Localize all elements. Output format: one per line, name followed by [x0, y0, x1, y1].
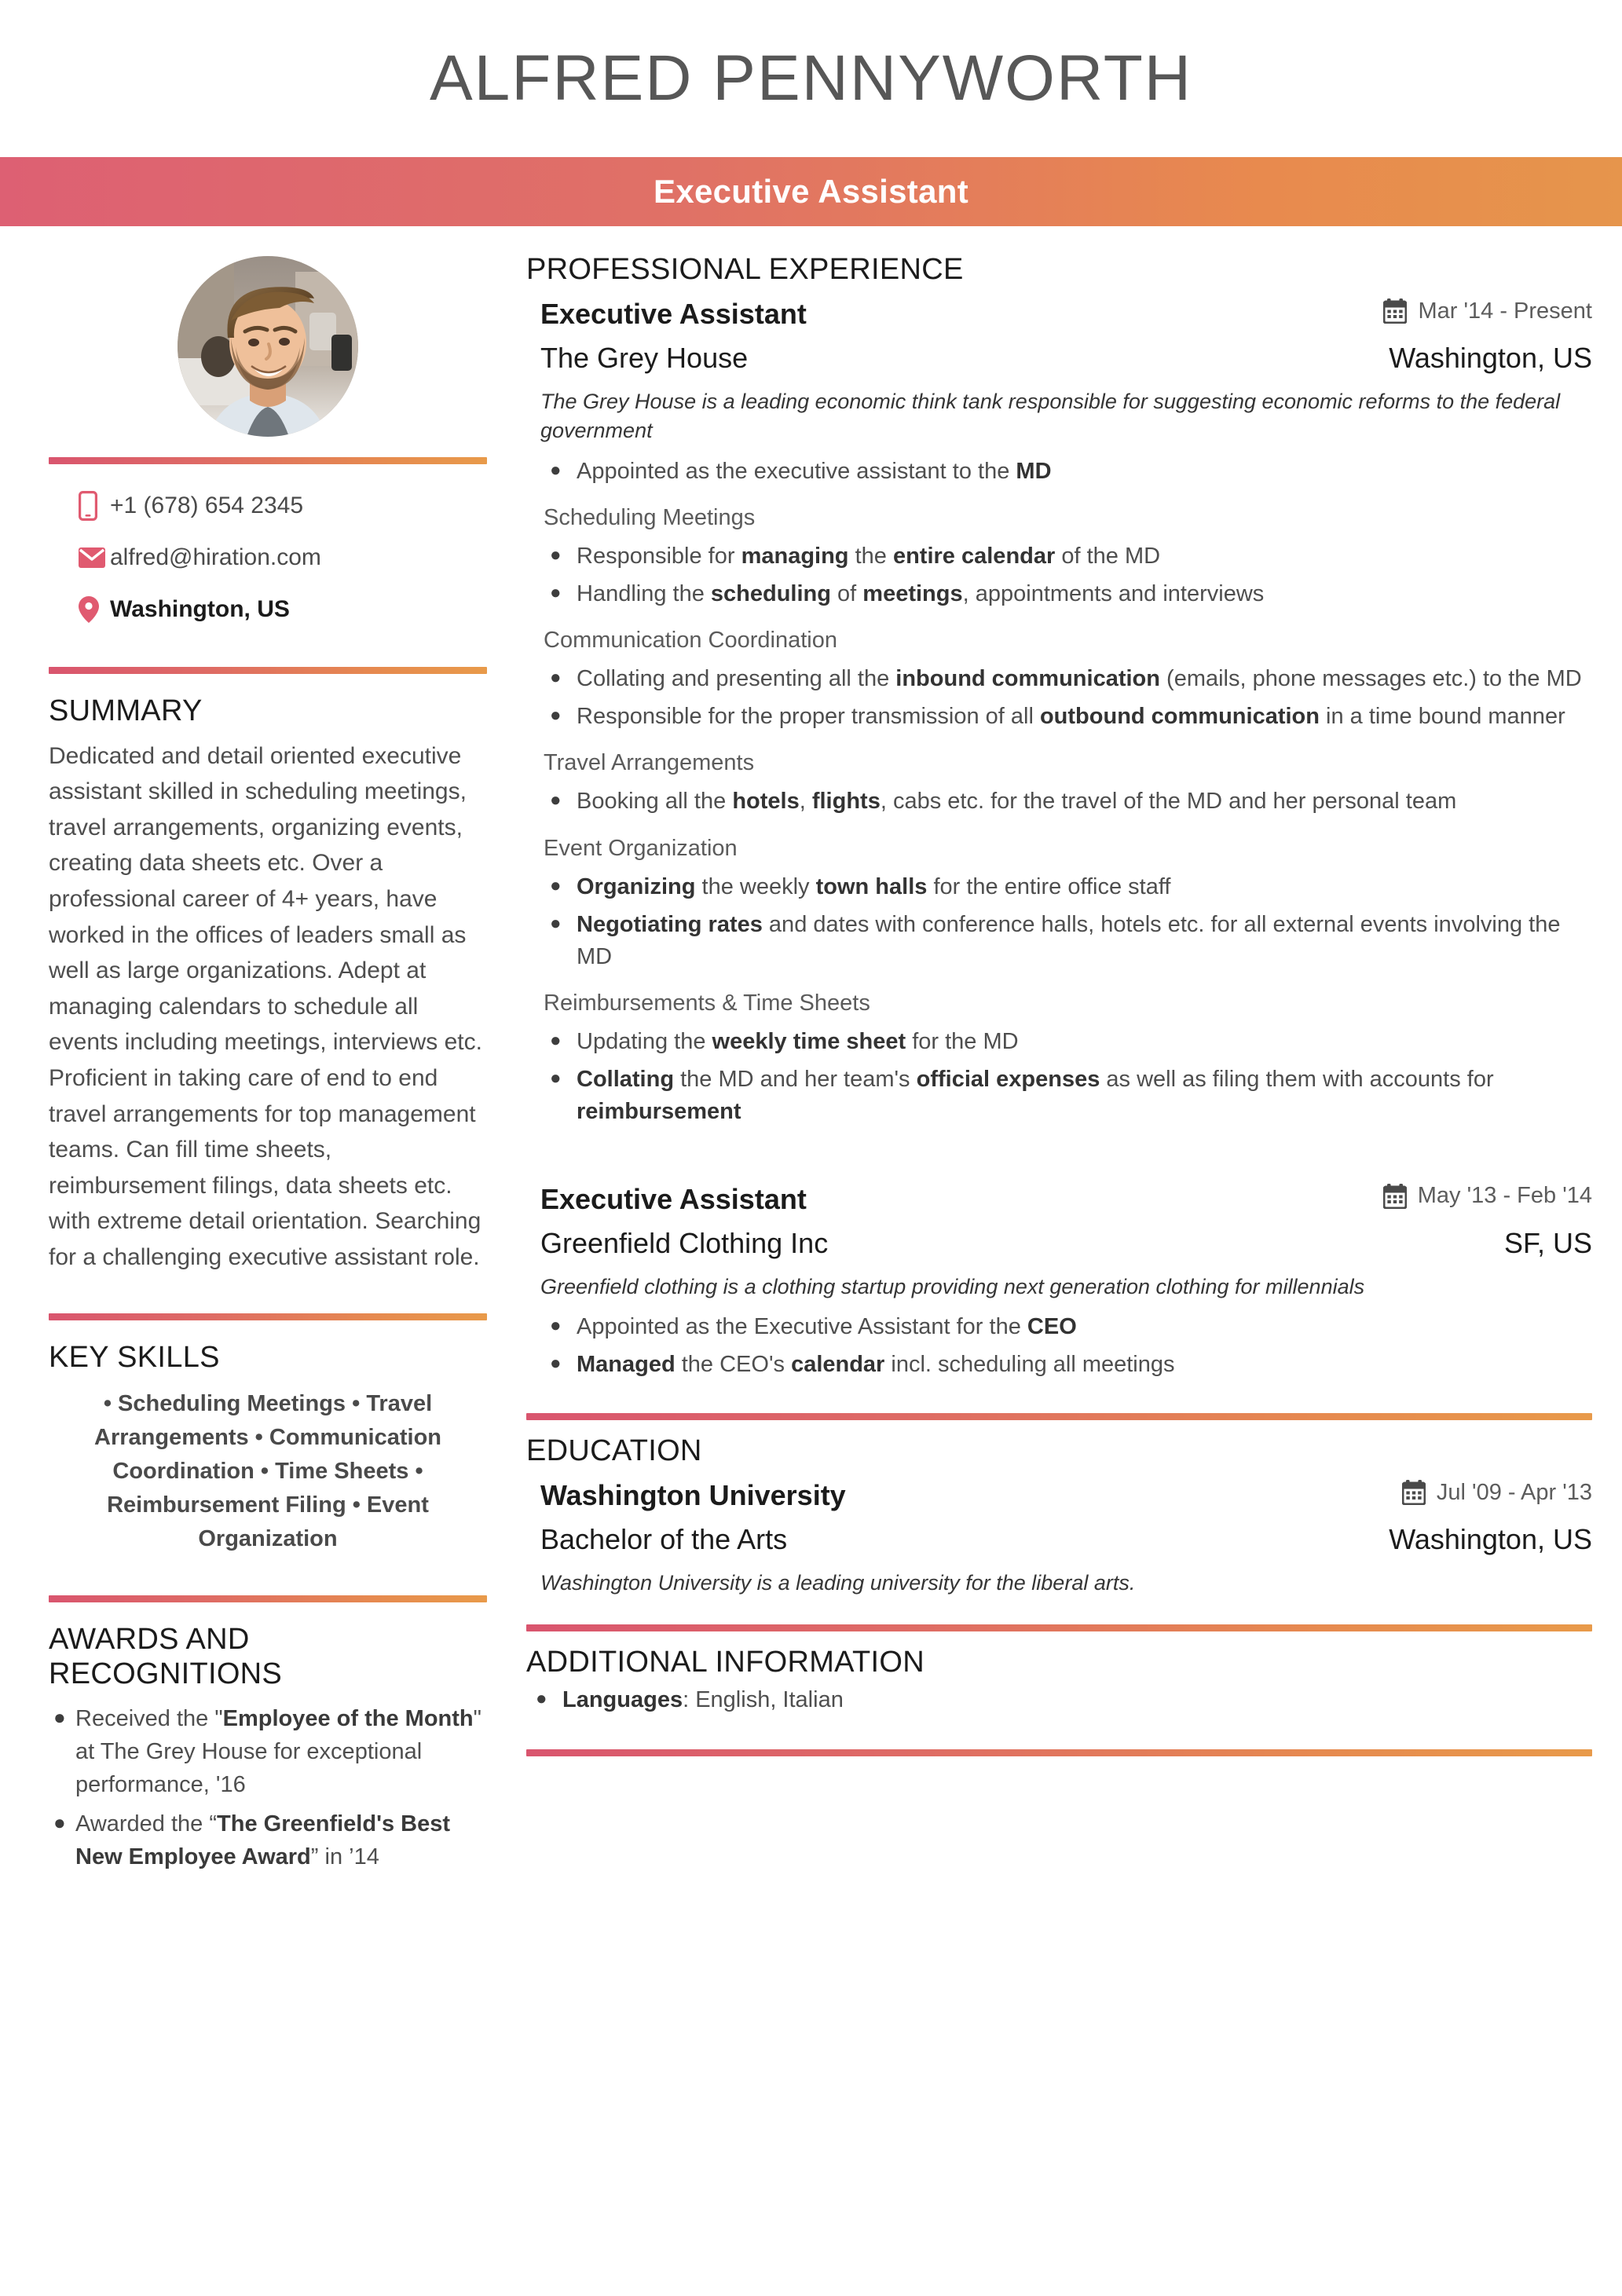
- main-divider-3: [526, 1749, 1592, 1756]
- job-location: Washington, US: [1389, 342, 1592, 374]
- list-item: ● Negotiating rates and dates with conference halls, hotels etc. for all external events involving the MD: [540, 909, 1592, 973]
- experience-entry: [526, 298, 1592, 1129]
- education-date: [1402, 1480, 1592, 1506]
- education-entry: [526, 1479, 1592, 1598]
- job-description: The Grey House is a leading economic think tank responsible for suggesting economic reforms to the federal government: [540, 390, 1561, 443]
- job-title: Executive Assistant: [540, 298, 807, 330]
- job-date: [1383, 1183, 1592, 1209]
- resume-body: [0, 226, 1622, 1880]
- awards-list: [49, 1702, 487, 1873]
- awards-section: [49, 1602, 487, 1874]
- contact-phone[interactable]: [79, 491, 487, 521]
- job-title-row: [540, 298, 1592, 331]
- main-column: [511, 253, 1622, 1756]
- job-date-text: May '13 - Feb '14: [1417, 1183, 1592, 1209]
- list-item: ● Collating and presenting all the inbound communication (emails, phone messages etc.) to the MD: [540, 663, 1592, 695]
- key-skills-section: [49, 1320, 487, 1556]
- job-organization: The Grey House: [540, 342, 749, 374]
- experience-section: [526, 253, 1592, 1381]
- avatar-wrap: [49, 253, 487, 437]
- candidate-name: ALFRED PENNYWORTH: [429, 42, 1193, 114]
- job-description: Greenfield clothing is a clothing startup providing next generation clothing for millennials: [540, 1274, 1365, 1298]
- header-title-bar: [0, 157, 1622, 226]
- sidebar-divider-1: [49, 457, 487, 464]
- contact-block: [49, 491, 487, 624]
- key-skills-text: • Scheduling Meetings • Travel Arrangements • Communication Coordination • Time Sheets • Reimbursement Filing • Event Organization: [94, 1391, 441, 1551]
- award-text: Awarded the “The Greenfield's Best New Employee Award” in ’14: [75, 1811, 451, 1870]
- list-item: ● Languages: English, Italian: [526, 1684, 1592, 1716]
- list-item: ● Organizing the weekly town halls for the entire office staff: [540, 871, 1592, 903]
- bullet-dot-icon: ●: [550, 544, 562, 566]
- degree-name: Bachelor of the Arts: [540, 1523, 788, 1556]
- bullet-dot-icon: ●: [536, 1688, 547, 1710]
- job-organization: Greenfield Clothing Inc: [540, 1226, 829, 1259]
- bullet-dot-icon: ●: [550, 459, 562, 481]
- experience-entry: [526, 1183, 1592, 1382]
- contact-location[interactable]: [79, 595, 487, 624]
- candidate-job-title: Executive Assistant: [654, 173, 968, 210]
- contact-phone-text: +1 (678) 654 2345: [110, 493, 304, 518]
- job-group-bullets: [540, 785, 1592, 818]
- job-date-text: Mar '14 - Present: [1418, 298, 1592, 324]
- contact-email-text: alfred@hiration.com: [110, 544, 321, 570]
- list-item: ● Responsible for the proper transmission of all outbound communication in a time bound manner: [540, 701, 1592, 733]
- bullet-dot-icon: ●: [550, 667, 562, 689]
- location-pin-icon: [79, 596, 110, 623]
- bullet-dot-icon: ●: [550, 1030, 562, 1052]
- summary-heading: SUMMARY: [49, 694, 203, 727]
- job-lead-bullets: [540, 456, 1592, 488]
- award-text: Received the "Employee of the Month" at The Grey House for exceptional performance, '16: [75, 1706, 481, 1798]
- calendar-icon: [1402, 1480, 1426, 1505]
- awards-heading: [49, 1623, 487, 1691]
- list-item: ● Updating the weekly time sheet for the MD: [540, 1026, 1592, 1058]
- additional-information-section: [526, 1646, 1592, 1716]
- bullet-dot-icon: ●: [550, 705, 562, 727]
- job-date: [1383, 298, 1592, 324]
- bullet-dot-icon: ●: [550, 912, 562, 934]
- education-heading: EDUCATION: [526, 1434, 702, 1468]
- header-name-area: [0, 0, 1622, 157]
- job-group-label: Reimbursements & Time Sheets: [544, 991, 870, 1016]
- list-item: [49, 1807, 487, 1873]
- experience-heading: PROFESSIONAL EXPERIENCE: [526, 253, 964, 286]
- bullet-dot-icon: ●: [550, 1067, 562, 1089]
- job-lead-bullets: [540, 1311, 1592, 1381]
- job-location: SF, US: [1503, 1226, 1592, 1259]
- additional-information-heading: ADDITIONAL INFORMATION: [526, 1646, 925, 1679]
- education-description: Washington University is a leading university for the liberal arts.: [540, 1571, 1136, 1595]
- summary-text: Dedicated and detail oriented executive assistant skilled in scheduling meetings, travel arrangements, organizing events, creating data sheets etc. Over a professional career of 4+ years, have worked in the offices of leaders small as well as large organizations. Adept at managing calendars to schedule all events including meetings, interviews etc. Proficient in taking care of end to end travel arrangements for top management teams. Can fill time sheets, reimbursement filings, data sheets etc. with extreme detail orientation. Searching for a challenging executive assistant role.: [49, 742, 482, 1270]
- calendar-icon: [1383, 1184, 1407, 1209]
- job-group-bullets: [540, 540, 1592, 610]
- education-section: [526, 1434, 1592, 1598]
- job-group-bullets: [540, 663, 1592, 733]
- list-item: ● Booking all the hotels, flights, cabs etc. for the travel of the MD and her personal team: [540, 785, 1592, 818]
- list-item: ● Responsible for managing the entire calendar of the MD: [540, 540, 1592, 573]
- calendar-icon: [1383, 298, 1407, 324]
- list-item: ● Appointed as the executive assistant to the MD: [540, 456, 1592, 488]
- job-group-label: Scheduling Meetings: [544, 504, 756, 530]
- avatar: [178, 256, 358, 437]
- sidebar-divider-4: [49, 1595, 487, 1602]
- list-item: ● Managed the CEO's calendar incl. scheduling all meetings: [540, 1349, 1592, 1381]
- job-group-label: Communication Coordination: [544, 628, 837, 654]
- bullet-dot-icon: ●: [550, 581, 562, 603]
- list-item: ● Collating the MD and her team's official expenses as well as filing them with accounts for reimbursement: [540, 1064, 1592, 1128]
- bullet-dot-icon: ●: [550, 789, 562, 811]
- job-group-bullets: [540, 1026, 1592, 1129]
- phone-icon: [79, 491, 110, 521]
- bullet-dot-icon: ●: [550, 1314, 562, 1336]
- education-location: Washington, US: [1389, 1523, 1592, 1556]
- bullet-dot-icon: ●: [53, 1705, 66, 1730]
- job-org-row: [540, 342, 1592, 375]
- email-icon: [79, 547, 110, 568]
- list-item: [49, 1702, 487, 1801]
- school-name: Washington University: [540, 1479, 846, 1512]
- job-title-row: [540, 1183, 1592, 1216]
- bullet-dot-icon: ●: [550, 1352, 562, 1374]
- awards-heading-line2: RECOGNITIONS: [49, 1657, 283, 1690]
- key-skills-heading: KEY SKILLS: [49, 1340, 220, 1374]
- sidebar-divider-2: [49, 667, 487, 674]
- school-row: [540, 1479, 1592, 1512]
- job-group-label: Event Organization: [544, 835, 738, 861]
- job-title: Executive Assistant: [540, 1182, 807, 1215]
- degree-row: [540, 1523, 1592, 1556]
- sidebar: [0, 253, 511, 1880]
- additional-information-list: [526, 1684, 1592, 1716]
- awards-heading-line1: AWARDS AND: [49, 1622, 250, 1656]
- main-divider-1: [526, 1413, 1592, 1420]
- bullet-dot-icon: ●: [53, 1811, 66, 1835]
- education-date-text: Jul '09 - Apr '13: [1436, 1479, 1592, 1505]
- contact-email[interactable]: [79, 543, 487, 573]
- sidebar-divider-3: [49, 1313, 487, 1320]
- job-org-row: [540, 1227, 1592, 1260]
- list-item: ● Appointed as the Executive Assistant for the CEO: [540, 1311, 1592, 1343]
- contact-location-text: Washington, US: [110, 596, 290, 622]
- list-item: ● Handling the scheduling of meetings, appointments and interviews: [540, 578, 1592, 610]
- bullet-dot-icon: ●: [550, 874, 562, 896]
- job-group-label: Travel Arrangements: [544, 750, 755, 776]
- job-group-bullets: [540, 871, 1592, 974]
- main-divider-2: [526, 1624, 1592, 1631]
- summary-section: [49, 674, 487, 1276]
